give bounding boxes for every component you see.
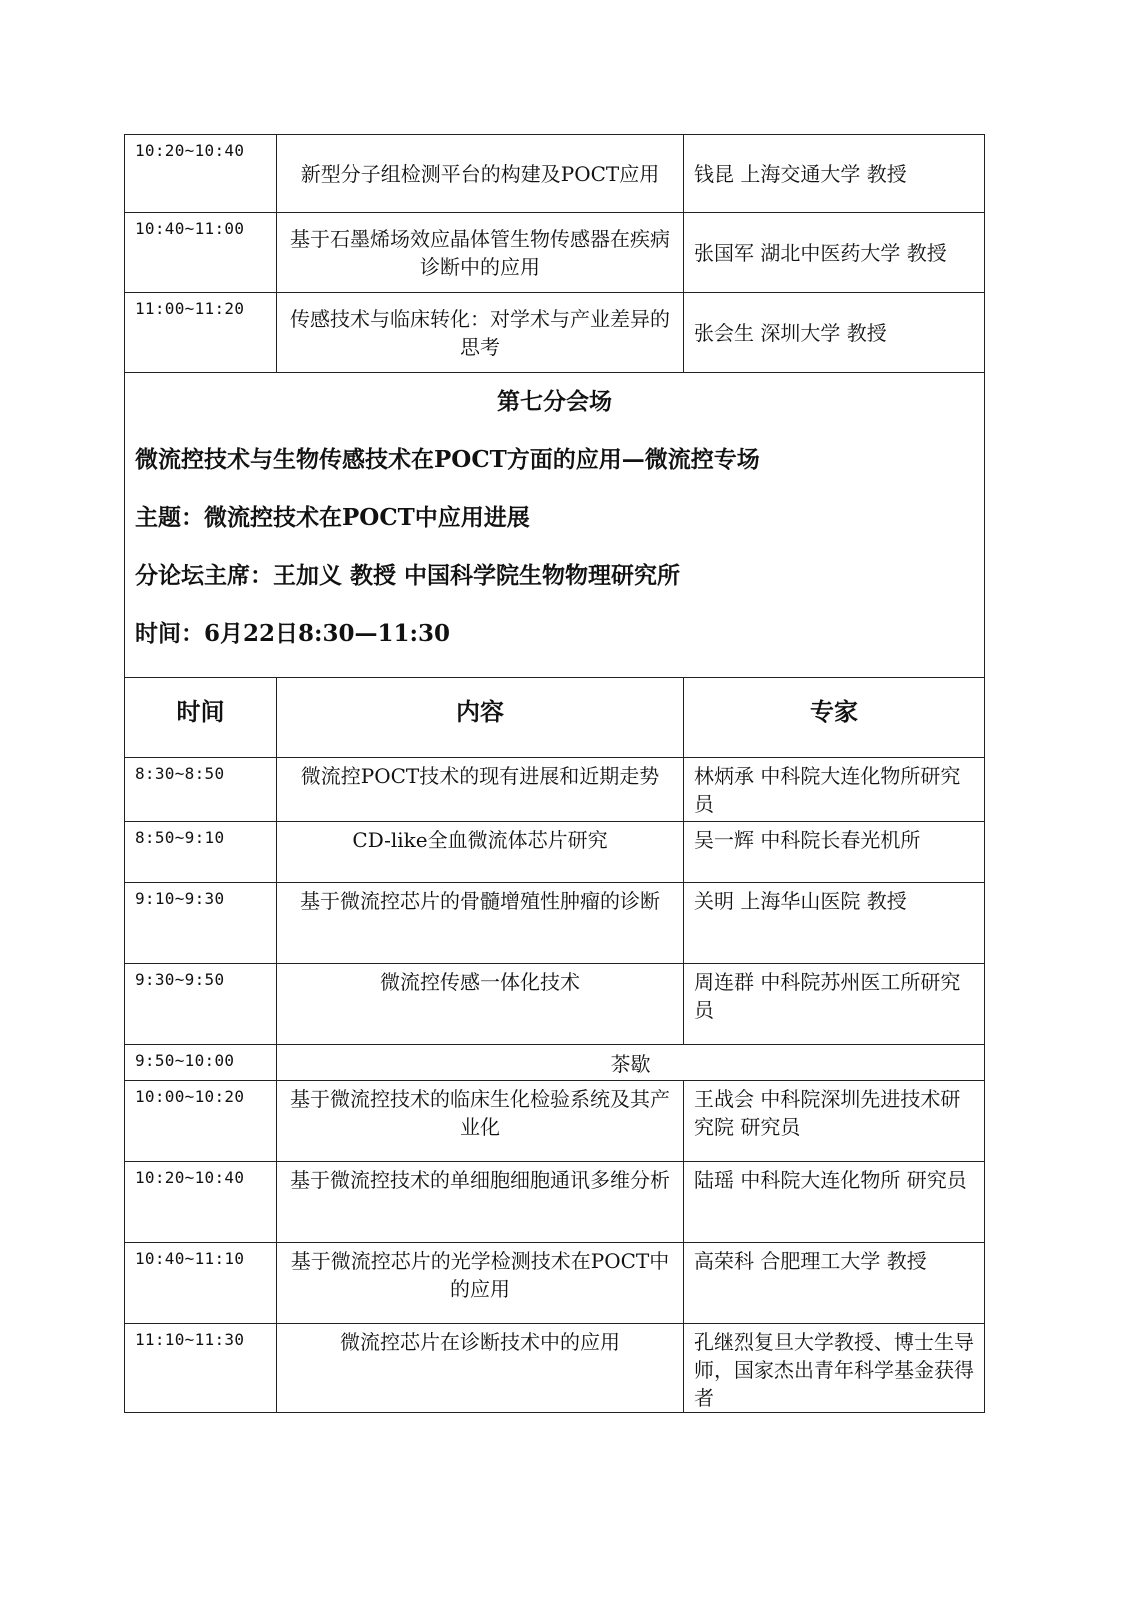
expert-cell: 孔继烈复旦大学教授、博士生导师，国家杰出青年科学基金获得者 bbox=[684, 1324, 985, 1413]
session-title: 第七分会场 bbox=[497, 388, 612, 415]
time-cell: 9:50~10:00 bbox=[125, 1045, 277, 1081]
time-cell: 9:30~9:50 bbox=[125, 964, 277, 1045]
table-row bbox=[125, 1081, 985, 1162]
expert-cell: 林炳承 中科院大连化物所研究员 bbox=[684, 758, 985, 822]
expert-cell: 吴一辉 中科院长春光机所 bbox=[684, 822, 985, 883]
time-cell: 11:00~11:20 bbox=[125, 293, 277, 373]
expert-cell: 张会生 深圳大学 教授 bbox=[684, 293, 985, 373]
expert-cell: 王战会 中科院深圳先进技术研究院 研究员 bbox=[684, 1081, 985, 1162]
table-row bbox=[125, 135, 985, 213]
time-cell: 11:10~11:30 bbox=[125, 1324, 277, 1413]
content-cell: CD-like全血微流体芯片研究 bbox=[277, 822, 684, 883]
content-cell: 传感技术与临床转化：对学术与产业差异的思考 bbox=[277, 293, 684, 373]
expert-cell: 周连群 中科院苏州医工所研究员 bbox=[684, 964, 985, 1045]
break-row bbox=[125, 1045, 985, 1081]
session-time: 时间：6月22日8:30—11:30 bbox=[135, 620, 451, 647]
table-row bbox=[125, 1162, 985, 1243]
session-theme: 主题：微流控技术在POCT中应用进展 bbox=[135, 504, 530, 531]
expert-cell: 陆瑶 中科院大连化物所 研究员 bbox=[684, 1162, 985, 1243]
content-cell: 基于微流控芯片的光学检测技术在POCT中的应用 bbox=[277, 1243, 684, 1324]
session-subtitle: 微流控技术与生物传感技术在POCT方面的应用—微流控专场 bbox=[135, 446, 760, 473]
table-row bbox=[125, 883, 985, 964]
table-row bbox=[125, 1243, 985, 1324]
content-cell: 基于微流控技术的临床生化检验系统及其产业化 bbox=[277, 1081, 684, 1162]
time-cell: 8:30~8:50 bbox=[125, 758, 277, 822]
content-cell: 新型分子组检测平台的构建及POCT应用 bbox=[277, 135, 684, 213]
time-cell: 10:00~10:20 bbox=[125, 1081, 277, 1162]
break-label: 茶歇 bbox=[277, 1045, 985, 1081]
table-row bbox=[125, 964, 985, 1045]
time-cell: 10:40~11:10 bbox=[125, 1243, 277, 1324]
header-expert: 专家 bbox=[684, 678, 985, 758]
table-header-row bbox=[125, 678, 985, 758]
expert-cell: 高荣科 合肥理工大学 教授 bbox=[684, 1243, 985, 1324]
content-cell: 基于石墨烯场效应晶体管生物传感器在疾病诊断中的应用 bbox=[277, 213, 684, 293]
content-cell: 基于微流控芯片的骨髓增殖性肿瘤的诊断 bbox=[277, 883, 684, 964]
header-time: 时间 bbox=[125, 678, 277, 758]
time-cell: 10:20~10:40 bbox=[125, 135, 277, 213]
time-cell: 10:20~10:40 bbox=[125, 1162, 277, 1243]
time-cell: 9:10~9:30 bbox=[125, 883, 277, 964]
table-row bbox=[125, 822, 985, 883]
content-cell: 基于微流控技术的单细胞细胞通讯多维分析 bbox=[277, 1162, 684, 1243]
table-row bbox=[125, 758, 985, 822]
expert-cell: 钱昆 上海交通大学 教授 bbox=[684, 135, 985, 213]
schedule-table bbox=[124, 134, 985, 1413]
time-cell: 8:50~9:10 bbox=[125, 822, 277, 883]
header-content: 内容 bbox=[277, 678, 684, 758]
table-row bbox=[125, 213, 985, 293]
content-cell: 微流控传感一体化技术 bbox=[277, 964, 684, 1045]
table-row bbox=[125, 1324, 985, 1413]
expert-cell: 关明 上海华山医院 教授 bbox=[684, 883, 985, 964]
content-cell: 微流控芯片在诊断技术中的应用 bbox=[277, 1324, 684, 1413]
session-info-row bbox=[125, 373, 985, 678]
table-row bbox=[125, 293, 985, 373]
expert-cell: 张国军 湖北中医药大学 教授 bbox=[684, 213, 985, 293]
session-chair: 分论坛主席：王加义 教授 中国科学院生物物理研究所 bbox=[135, 562, 681, 589]
time-cell: 10:40~11:00 bbox=[125, 213, 277, 293]
session-info bbox=[125, 373, 985, 678]
content-cell: 微流控POCT技术的现有进展和近期走势 bbox=[277, 758, 684, 822]
